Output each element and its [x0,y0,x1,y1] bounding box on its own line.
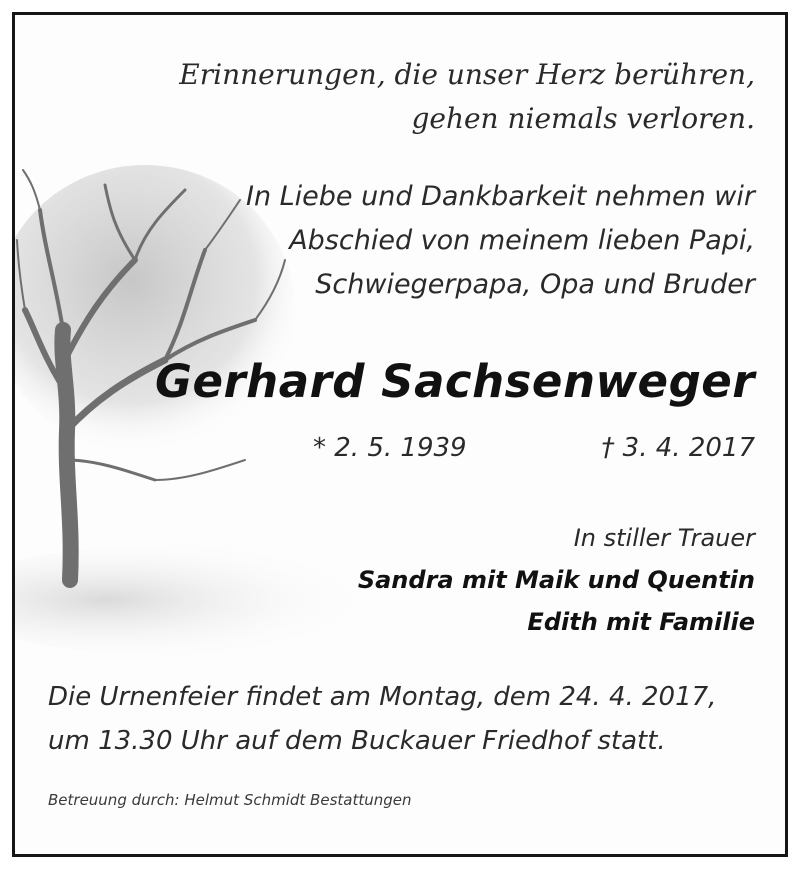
death-date: † 3. 4. 2017 [601,433,755,463]
intro-line-2: Abschied von meinem lieben Papi, [289,225,755,256]
ceremony-line-1: Die Urnenfeier findet am Montag, dem 24. 4. 2017, [48,682,717,712]
mourners-block [358,517,755,643]
mourners-line-2: Edith mit Familie [527,608,755,636]
ceremony-info [48,675,716,763]
quote-line-2: gehen niemals verloren. [411,102,755,135]
obituary-frame [12,12,788,857]
memorial-quote [179,53,755,141]
mourners-heading: In stiller Trauer [573,524,755,552]
birth-date: * 2. 5. 1939 [313,433,467,463]
funeral-home-credit: Betreuung durch: Helmut Schmidt Bestattungen [48,791,412,809]
mourners-line-1: Sandra mit Maik und Quentin [357,566,755,594]
intro-line-1: In Liebe und Dankbarkeit nehmen wir [245,181,755,212]
deceased-name: Gerhard Sachsenweger [155,355,755,408]
quote-line-1: Erinnerungen, die unser Herz berühren, [179,58,755,91]
intro-line-3: Schwiegerpapa, Opa und Bruder [315,269,755,300]
intro-text [246,175,755,307]
ceremony-line-2: um 13.30 Uhr auf dem Buckauer Friedhof statt. [48,726,666,756]
